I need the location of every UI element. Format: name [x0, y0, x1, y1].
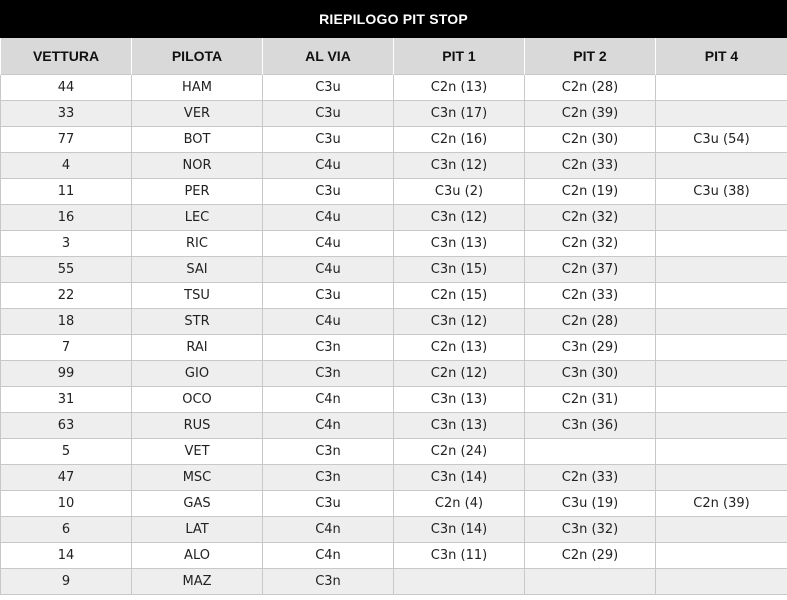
vettura-cell: 10: [1, 491, 132, 517]
column-header-pilota: PILOTA: [132, 38, 263, 75]
column-header-pit-4: PIT 4: [656, 38, 787, 75]
al-via-cell: C3n: [263, 569, 394, 595]
pit-2-cell: C2n (19): [525, 179, 656, 205]
table-row: [1, 517, 787, 543]
pilota-cell: PER: [132, 179, 263, 205]
vettura-cell: 47: [1, 465, 132, 491]
vettura-cell: 55: [1, 257, 132, 283]
table-row: [1, 283, 787, 309]
pit-2-cell: C3n (29): [525, 335, 656, 361]
vettura-cell: 7: [1, 335, 132, 361]
pilota-cell: VER: [132, 101, 263, 127]
vettura-cell: 16: [1, 205, 132, 231]
table-row: [1, 127, 787, 153]
pit-4-cell: [656, 517, 787, 543]
pit-4-cell: [656, 101, 787, 127]
al-via-cell: C4n: [263, 543, 394, 569]
pit-4-cell: [656, 543, 787, 569]
pit-1-cell: C3n (12): [394, 205, 525, 231]
al-via-cell: C3u: [263, 75, 394, 101]
pit-4-cell: C3u (38): [656, 179, 787, 205]
pit-4-cell: C2n (39): [656, 491, 787, 517]
pit-2-cell: C2n (29): [525, 543, 656, 569]
pilota-cell: TSU: [132, 283, 263, 309]
pit-1-cell: C3n (13): [394, 413, 525, 439]
table-row: [1, 101, 787, 127]
table-row: [1, 257, 787, 283]
table-row: [1, 153, 787, 179]
pilota-cell: NOR: [132, 153, 263, 179]
pit-4-cell: [656, 569, 787, 595]
pit-1-cell: C2n (12): [394, 361, 525, 387]
pit-2-cell: C3u (19): [525, 491, 656, 517]
pit-1-cell: C2n (24): [394, 439, 525, 465]
al-via-cell: C4u: [263, 231, 394, 257]
vettura-cell: 9: [1, 569, 132, 595]
pit-1-cell: C3n (17): [394, 101, 525, 127]
pit-1-cell: C2n (15): [394, 283, 525, 309]
table-title: RIEPILOGO PIT STOP: [0, 0, 787, 38]
column-header-al-via: AL VIA: [263, 38, 394, 75]
al-via-cell: C3u: [263, 283, 394, 309]
al-via-cell: C4n: [263, 413, 394, 439]
pit-1-cell: C3n (12): [394, 309, 525, 335]
table-row: [1, 231, 787, 257]
pilota-cell: LEC: [132, 205, 263, 231]
pilota-cell: OCO: [132, 387, 263, 413]
pilota-cell: VET: [132, 439, 263, 465]
vettura-cell: 5: [1, 439, 132, 465]
pilota-cell: RAI: [132, 335, 263, 361]
pit-2-cell: C3n (30): [525, 361, 656, 387]
pit-stop-table: [0, 38, 787, 595]
pit-4-cell: [656, 153, 787, 179]
pit-4-cell: [656, 257, 787, 283]
al-via-cell: C4u: [263, 257, 394, 283]
al-via-cell: C3u: [263, 491, 394, 517]
pilota-cell: STR: [132, 309, 263, 335]
pit-2-cell: C2n (37): [525, 257, 656, 283]
pilota-cell: HAM: [132, 75, 263, 101]
pilota-cell: BOT: [132, 127, 263, 153]
al-via-cell: C3n: [263, 361, 394, 387]
pit-2-cell: C3n (32): [525, 517, 656, 543]
pit-2-cell: C2n (32): [525, 231, 656, 257]
pit-1-cell: C3n (13): [394, 387, 525, 413]
pit-1-cell: C3n (13): [394, 231, 525, 257]
pit-1-cell: C3n (12): [394, 153, 525, 179]
pit-4-cell: [656, 439, 787, 465]
pilota-cell: RUS: [132, 413, 263, 439]
vettura-cell: 44: [1, 75, 132, 101]
pit-2-cell: C2n (39): [525, 101, 656, 127]
pilota-cell: GIO: [132, 361, 263, 387]
pit-1-cell: C2n (4): [394, 491, 525, 517]
pit-2-cell: C2n (32): [525, 205, 656, 231]
vettura-cell: 99: [1, 361, 132, 387]
column-header-vettura: VETTURA: [1, 38, 132, 75]
pilota-cell: ALO: [132, 543, 263, 569]
pit-4-cell: [656, 387, 787, 413]
pit-2-cell: C2n (33): [525, 153, 656, 179]
pit-4-cell: [656, 335, 787, 361]
al-via-cell: C3u: [263, 127, 394, 153]
header-row: [1, 38, 787, 75]
pit-1-cell: C3n (11): [394, 543, 525, 569]
vettura-cell: 4: [1, 153, 132, 179]
pit-1-cell: C2n (13): [394, 335, 525, 361]
vettura-cell: 63: [1, 413, 132, 439]
table-row: [1, 179, 787, 205]
al-via-cell: C4u: [263, 309, 394, 335]
vettura-cell: 33: [1, 101, 132, 127]
al-via-cell: C3u: [263, 101, 394, 127]
al-via-cell: C3n: [263, 439, 394, 465]
pit-4-cell: [656, 75, 787, 101]
pit-2-cell: C3n (36): [525, 413, 656, 439]
pit-1-cell: C2n (13): [394, 75, 525, 101]
table-row: [1, 491, 787, 517]
pilota-cell: GAS: [132, 491, 263, 517]
vettura-cell: 18: [1, 309, 132, 335]
pit-1-cell: C2n (16): [394, 127, 525, 153]
pit-4-cell: [656, 205, 787, 231]
vettura-cell: 31: [1, 387, 132, 413]
pit-1-cell: [394, 569, 525, 595]
table-row: [1, 387, 787, 413]
pit-2-cell: C2n (28): [525, 75, 656, 101]
table-row: [1, 413, 787, 439]
pit-2-cell: C2n (33): [525, 283, 656, 309]
pit-1-cell: C3n (14): [394, 517, 525, 543]
pit-2-cell: C2n (28): [525, 309, 656, 335]
table-row: [1, 361, 787, 387]
pit-2-cell: C2n (31): [525, 387, 656, 413]
al-via-cell: C3u: [263, 179, 394, 205]
column-header-pit-2: PIT 2: [525, 38, 656, 75]
table-body: [1, 75, 787, 595]
pilota-cell: MAZ: [132, 569, 263, 595]
pit-1-cell: C3u (2): [394, 179, 525, 205]
pit-1-cell: C3n (14): [394, 465, 525, 491]
pit-4-cell: [656, 413, 787, 439]
vettura-cell: 22: [1, 283, 132, 309]
table-row: [1, 439, 787, 465]
pit-2-cell: C2n (33): [525, 465, 656, 491]
pit-4-cell: [656, 361, 787, 387]
table-row: [1, 205, 787, 231]
pit-2-cell: [525, 439, 656, 465]
table-row: [1, 335, 787, 361]
vettura-cell: 3: [1, 231, 132, 257]
table-row: [1, 465, 787, 491]
pit-4-cell: C3u (54): [656, 127, 787, 153]
al-via-cell: C4n: [263, 387, 394, 413]
al-via-cell: C4u: [263, 205, 394, 231]
pit-4-cell: [656, 283, 787, 309]
al-via-cell: C4n: [263, 517, 394, 543]
pit-1-cell: C3n (15): [394, 257, 525, 283]
column-header-pit-1: PIT 1: [394, 38, 525, 75]
al-via-cell: C4u: [263, 153, 394, 179]
table-row: [1, 75, 787, 101]
vettura-cell: 77: [1, 127, 132, 153]
vettura-cell: 11: [1, 179, 132, 205]
al-via-cell: C3n: [263, 465, 394, 491]
table-row: [1, 543, 787, 569]
pilota-cell: RIC: [132, 231, 263, 257]
pit-4-cell: [656, 309, 787, 335]
pilota-cell: LAT: [132, 517, 263, 543]
vettura-cell: 6: [1, 517, 132, 543]
pit-4-cell: [656, 465, 787, 491]
pit-2-cell: C2n (30): [525, 127, 656, 153]
al-via-cell: C3n: [263, 335, 394, 361]
pit-4-cell: [656, 231, 787, 257]
vettura-cell: 14: [1, 543, 132, 569]
table-row: [1, 309, 787, 335]
pilota-cell: MSC: [132, 465, 263, 491]
pilota-cell: SAI: [132, 257, 263, 283]
pit-2-cell: [525, 569, 656, 595]
table-row: [1, 569, 787, 595]
